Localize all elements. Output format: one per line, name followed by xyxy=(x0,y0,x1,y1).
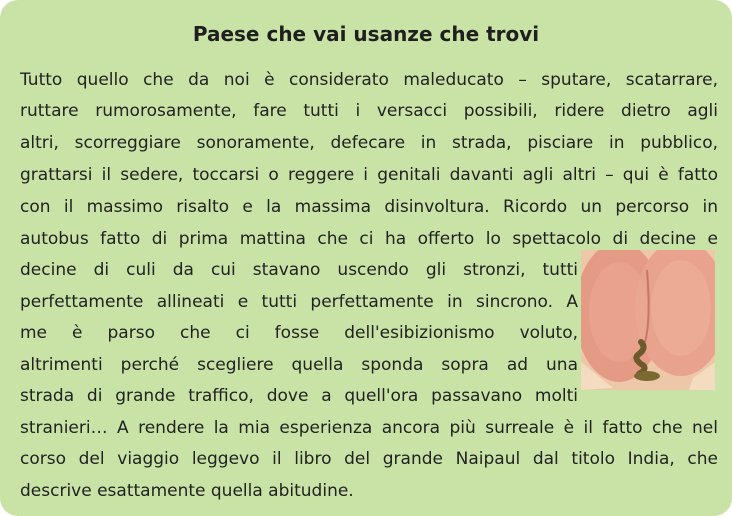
paragraph-line: altrimenti perché scegliere quella sponda sopra ad una xyxy=(20,355,578,375)
paragraph-line: stranieri… A rendere la mia esperienza ancora più surreale è il fatto che nel xyxy=(20,418,718,438)
paragraph-line: altri, scorreggiare sonoramente, defecare in strada, pisciare in pubblico, xyxy=(20,133,718,153)
page-title: Paese che vai usanze che trovi xyxy=(192,22,540,46)
illustration-image xyxy=(581,250,715,390)
paragraph-line: corso del viaggio leggevo il libro del grande Naipaul dal titolo India, che xyxy=(20,449,718,469)
paragraph-line: autobus fatto di prima mattina che ci ha offerto lo spettacolo di decine e xyxy=(20,229,718,249)
paragraph-line: perfettamente allineati e tutti perfettamente in sincrono. A xyxy=(20,292,578,312)
paragraph-line: ruttare rumorosamente, fare tutti i versacci possibili, ridere dietro agli xyxy=(20,101,718,121)
paragraph-line: grattarsi il sedere, toccarsi o reggere i genitali davanti agli altri – qui è fatto xyxy=(20,165,718,185)
paragraph-line: me è parso che ci fosse dell'esibizionismo voluto, xyxy=(20,323,578,343)
paragraph-line: strada di grande traffico, dove a quell'ora passavano molti xyxy=(20,386,578,406)
paragraph-line: descrive esattamente quella abitudine. xyxy=(20,481,354,501)
paragraph-line: con il massimo risalto e la massima disinvoltura. Ricordo un percorso in xyxy=(20,197,718,217)
paragraph-line: Tutto quello che da noi è considerato maleducato – sputare, scatarrare, xyxy=(20,70,718,90)
paragraph-line: decine di culi da cui stavano uscendo gli stronzi, tutti xyxy=(20,260,578,280)
